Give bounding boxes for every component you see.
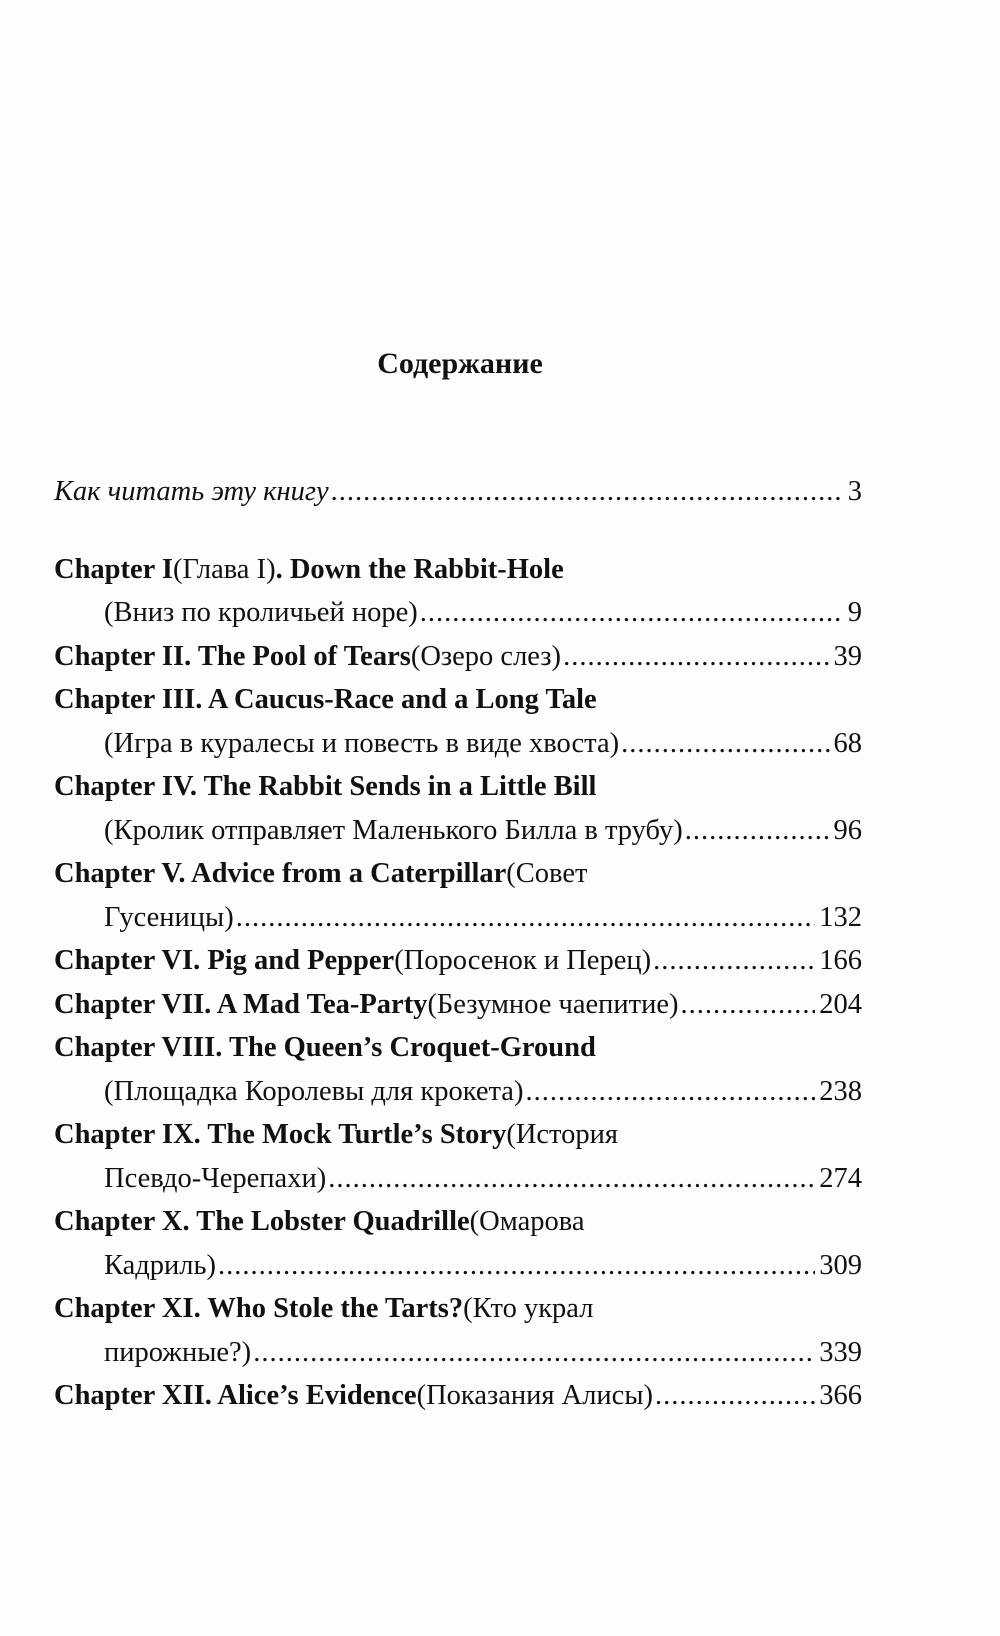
- dot-leader: [525, 1070, 815, 1114]
- dot-leader: [236, 896, 816, 940]
- chapter-translation: (Безумное чаепитие): [427, 988, 679, 1020]
- dot-leader: [621, 722, 829, 766]
- page-number: 366: [819, 1380, 862, 1411]
- chapter-title: Chapter VI. Pig and Pepper: [54, 945, 395, 976]
- table-of-contents: [54, 470, 862, 1418]
- page-number: 68: [833, 727, 862, 759]
- chapter-translation-cont: Гусеницы): [104, 901, 234, 933]
- page-number: 309: [819, 1249, 862, 1281]
- chapter-title: Chapter IX. The Mock Turtle’s Story: [54, 1119, 507, 1150]
- chapter-title: . Down the Rabbit-Hole: [275, 553, 564, 585]
- chapter-title: Chapter II. The Pool of Tears: [54, 640, 411, 672]
- dot-leader: [328, 1157, 815, 1201]
- toc-entry-chapter-8[interactable]: [54, 1026, 862, 1113]
- chapter-translation: (История: [506, 1119, 618, 1150]
- toc-entry-chapter-1[interactable]: [54, 548, 862, 635]
- dot-leader: [253, 1331, 815, 1375]
- toc-entry-chapter-2[interactable]: [54, 635, 862, 679]
- toc-entry-chapter-4[interactable]: [54, 765, 862, 852]
- toc-entry-chapter-12[interactable]: [54, 1374, 862, 1418]
- dot-leader: [653, 939, 815, 983]
- page-number: 96: [833, 814, 862, 846]
- chapter-translation: (Игра в куралесы и повесть в виде хвоста): [104, 727, 620, 759]
- page-title: Содержание: [377, 347, 543, 380]
- chapter-title: Chapter XII. Alice’s Evidence: [54, 1380, 417, 1411]
- chapter-subtitle: (Глава I): [173, 553, 276, 585]
- dot-leader: [420, 591, 844, 635]
- toc-entry-chapter-11[interactable]: [54, 1287, 862, 1374]
- chapter-title: Chapter III. A Caucus-Race and a Long Tale: [54, 684, 597, 715]
- chapter-translation-cont: Псевдо-Черепахи): [104, 1162, 327, 1194]
- page-number: 238: [819, 1075, 862, 1107]
- dot-leader: [680, 983, 815, 1027]
- dot-leader: [685, 809, 830, 853]
- dot-leader: [563, 635, 829, 679]
- chapter-title: Chapter IV. The Rabbit Sends in a Little Bill: [54, 771, 597, 802]
- page-number: 204: [819, 988, 862, 1020]
- chapter-translation: (Кто украл: [463, 1293, 594, 1324]
- toc-entry-chapter-3[interactable]: [54, 678, 862, 765]
- page-number: 339: [819, 1336, 862, 1368]
- page-number: 39: [833, 640, 862, 672]
- page-number: 166: [819, 945, 862, 976]
- chapter-translation: (Поросенок и Перец): [394, 945, 652, 976]
- spacer: [54, 514, 862, 548]
- chapter-title: Chapter VII. A Mad Tea-Party: [54, 988, 428, 1020]
- chapter-translation: (Площадка Королевы для крокета): [104, 1075, 524, 1107]
- chapter-translation: (Показания Алисы): [416, 1380, 653, 1411]
- chapter-heading: Chapter I: [54, 553, 174, 585]
- toc-entry-chapter-9[interactable]: [54, 1113, 862, 1200]
- dot-leader: [331, 470, 844, 514]
- page-number: 274: [819, 1162, 862, 1194]
- dot-leader: [218, 1244, 815, 1288]
- toc-entry-label: Как читать эту книгу: [54, 476, 329, 507]
- chapter-title: Chapter V. Advice from a Caterpillar: [54, 858, 507, 889]
- chapter-title: Chapter X. The Lobster Quadrille: [54, 1206, 470, 1237]
- chapter-title: Chapter VIII. The Queen’s Croquet-Ground: [54, 1032, 596, 1063]
- toc-entry-chapter-10[interactable]: [54, 1200, 862, 1287]
- toc-entry-chapter-7[interactable]: [54, 983, 862, 1027]
- toc-entry-chapter-5[interactable]: [54, 852, 862, 939]
- chapter-translation: (Совет: [506, 858, 588, 889]
- chapter-translation: (Озеро слез): [410, 640, 562, 672]
- chapter-translation: (Вниз по кроличьей норе): [104, 597, 418, 628]
- toc-entry-intro[interactable]: [54, 470, 862, 514]
- chapter-translation: (Омарова: [469, 1206, 585, 1237]
- toc-entry-chapter-6[interactable]: [54, 939, 862, 983]
- dot-leader: [655, 1374, 815, 1418]
- chapter-title: Chapter XI. Who Stole the Tarts?: [54, 1293, 464, 1324]
- page-number: 132: [819, 901, 862, 933]
- page-number: 9: [847, 597, 862, 628]
- page-number: 3: [847, 476, 862, 507]
- chapter-translation-cont: Кадриль): [104, 1249, 216, 1281]
- chapter-translation: (Кролик отправляет Маленького Билла в трубу): [104, 814, 683, 846]
- chapter-translation-cont: пирожные?): [104, 1336, 252, 1368]
